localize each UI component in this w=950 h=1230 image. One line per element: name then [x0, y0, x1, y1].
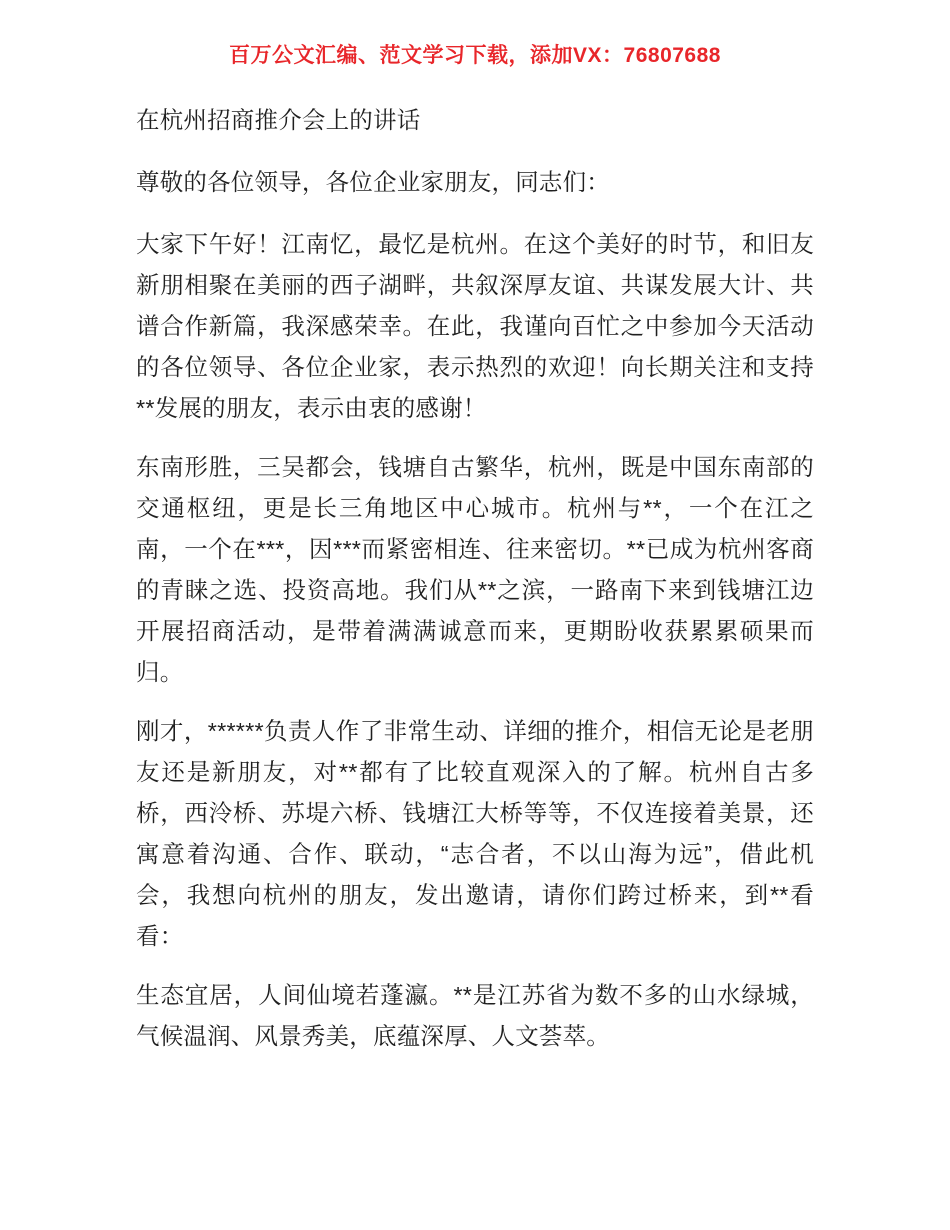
document-salutation: 尊敬的各位领导，各位企业家朋友，同志们： [136, 169, 610, 196]
document-paragraph: 刚才，******负责人作了非常生动、详细的推介，相信无论是老朋友还是新朋友，对**都有了比较直观深入的了解。杭州自古多桥，西泠桥、苏堤六桥、钱塘江大桥等等，不仅连接着美景，还寓意着沟通、合作、联动，“志合者，不以山海为远”，借此机会，我想向杭州的朋友，发出邀请，请你们跨过桥来，到**看看： [136, 718, 814, 950]
document-paragraph: 生态宜居，人间仙境若蓬瀛。**是江苏省为数不多的山水绿城，气候温润、风景秀美，底蕴深厚、人文荟萃。 [136, 982, 814, 1050]
watermark-banner: 百万公文汇编、范文学习下载，添加VX：76807688 [229, 44, 721, 67]
document-title: 在杭州招商推介会上的讲话 [136, 107, 421, 134]
document-paragraph: 东南形胜，三吴都会，钱塘自古繁华，杭州，既是中国东南部的交通枢纽，更是长三角地区中心城市。杭州与**，一个在江之南，一个在***，因***而紧密相连、往来密切。**已成为杭州客商的青睐之选、投资高地。我们从**之滨，一路南下来到钱塘江边开展招商活动，是带着满满诚意而来，更期盼收获累累硕果而归。 [136, 454, 814, 686]
document-body [0, 100, 950, 1057]
document-paragraph: 大家下午好！江南忆，最忆是杭州。在这个美好的时节，和旧友新朋相聚在美丽的西子湖畔，共叙深厚友谊、共谋发展大计、共谱合作新篇，我深感荣幸。在此，我谨向百忙之中参加今天活动的各位领导、各位企业家，表示热烈的欢迎！向长期关注和支持**发展的朋友，表示由衷的感谢！ [136, 231, 814, 422]
